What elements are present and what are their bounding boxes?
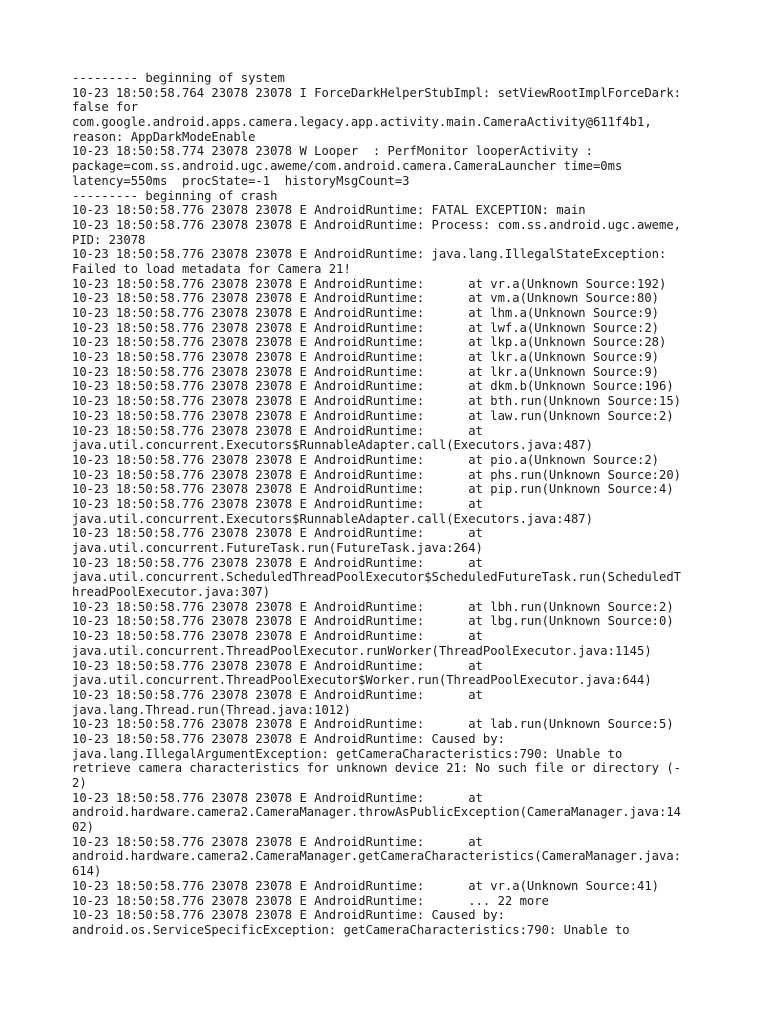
log-line: retrieve camera characteristics for unknown device 21: No such file or directory (- [72,761,682,776]
log-line: 10-23 18:50:58.774 23078 23078 W Looper : PerfMonitor looperActivity : [72,144,593,159]
log-line: java.util.concurrent.Executors$RunnableAdapter.call(Executors.java:487) [72,438,593,453]
log-line: 10-23 18:50:58.776 23078 23078 E AndroidRuntime: at bth.run(Unknown Source:15) [72,394,682,409]
log-line: 10-23 18:50:58.776 23078 23078 E AndroidRuntime: Caused by: [72,908,505,923]
log-line: 10-23 18:50:58.776 23078 23078 E AndroidRuntime: at pio.a(Unknown Source:2) [72,452,659,467]
log-line: 10-23 18:50:58.776 23078 23078 E AndroidRuntime: java.lang.IllegalStateException: [72,247,667,262]
log-line: 10-23 18:50:58.776 23078 23078 E AndroidRuntime: at vr.a(Unknown Source:41) [72,878,659,893]
log-line: 02) [72,820,95,835]
log-line: android.os.ServiceSpecificException: getCameraCharacteristics:790: Unable to [72,922,630,937]
log-line: 10-23 18:50:58.776 23078 23078 E AndroidRuntime: FATAL EXCEPTION: main [72,203,586,218]
log-line: 10-23 18:50:58.776 23078 23078 E AndroidRuntime: at vr.a(Unknown Source:192) [72,276,667,291]
log-line: 10-23 18:50:58.776 23078 23078 E AndroidRuntime: at [72,658,483,673]
log-line: latency=550ms procState=-1 historyMsgCount=3 [72,173,410,188]
log-line: java.util.concurrent.ThreadPoolExecutor.runWorker(ThreadPoolExecutor.java:1145) [72,643,652,658]
log-line: 10-23 18:50:58.776 23078 23078 E AndroidRuntime: at [72,496,483,511]
log-line: 614) [72,864,102,879]
log-line: PID: 23078 [72,232,146,247]
log-line: 10-23 18:50:58.776 23078 23078 E AndroidRuntime: at [72,790,483,805]
log-line: 10-23 18:50:58.776 23078 23078 E AndroidRuntime: at [72,526,483,541]
log-line: 10-23 18:50:58.776 23078 23078 E AndroidRuntime: at lab.run(Unknown Source:5) [72,717,674,732]
log-line: android.hardware.camera2.CameraManager.throwAsPublicException(CameraManager.java:14 [72,805,682,820]
log-line: 10-23 18:50:58.776 23078 23078 E AndroidRuntime: at [72,423,483,438]
log-line: 10-23 18:50:58.776 23078 23078 E AndroidRuntime: at lhm.a(Unknown Source:9) [72,306,659,320]
log-line: 10-23 18:50:58.776 23078 23078 E AndroidRuntime: at pip.run(Unknown Source:4) [72,482,674,497]
log-line: java.util.concurrent.Executors$RunnableAdapter.call(Executors.java:487) [72,511,593,526]
log-line: 10-23 18:50:58.776 23078 23078 E AndroidRuntime: at lkr.a(Unknown Source:9) [72,350,659,365]
log-line: 10-23 18:50:58.776 23078 23078 E AndroidRuntime: at [72,629,483,644]
log-line: 10-23 18:50:58.776 23078 23078 E AndroidRuntime: at vm.a(Unknown Source:80) [72,291,659,306]
crash-log-text [72,71,702,938]
log-line: 10-23 18:50:58.776 23078 23078 E AndroidRuntime: at dkm.b(Unknown Source:196) [72,379,674,394]
log-line: false for [72,100,139,115]
log-line: 10-23 18:50:58.776 23078 23078 E AndroidRuntime: ... 22 more [72,893,549,908]
log-line: java.lang.Thread.run(Thread.java:1012) [72,702,351,717]
log-line: 10-23 18:50:58.776 23078 23078 E AndroidRuntime: Caused by: [72,731,505,746]
log-line: 10-23 18:50:58.776 23078 23078 E AndroidRuntime: at lbg.run(Unknown Source:0) [72,614,674,629]
log-line: 10-23 18:50:58.776 23078 23078 E AndroidRuntime: at [72,834,483,849]
log-line: 10-23 18:50:58.776 23078 23078 E AndroidRuntime: at [72,555,483,570]
log-line: 10-23 18:50:58.776 23078 23078 E AndroidRuntime: at lbh.run(Unknown Source:2) [72,599,674,614]
log-line: 10-23 18:50:58.776 23078 23078 E AndroidRuntime: at phs.run(Unknown Source:20) [72,467,682,482]
log-line: java.util.concurrent.ScheduledThreadPoolExecutor$ScheduledFutureTask.run(ScheduledT [72,570,682,585]
log-line: java.util.concurrent.FutureTask.run(FutureTask.java:264) [72,541,483,555]
log-line: --------- beginning of system [72,71,285,85]
log-line: Failed to load metadata for Camera 21! [72,261,351,276]
log-line: java.lang.IllegalArgumentException: getCameraCharacteristics:790: Unable to [72,746,623,761]
log-line: 10-23 18:50:58.776 23078 23078 E AndroidRuntime: at lkr.a(Unknown Source:9) [72,364,659,379]
log-line: --------- beginning of crash [72,188,278,203]
log-line: 10-23 18:50:58.776 23078 23078 E AndroidRuntime: at law.run(Unknown Source:2) [72,408,674,423]
log-line: com.google.android.apps.camera.legacy.app.activity.main.CameraActivity@611f4b1, [72,115,652,130]
log-line: hreadPoolExecutor.java:307) [72,585,271,600]
log-line: package=com.ss.android.ugc.aweme/com.android.camera.CameraLauncher time=0ms [72,159,623,174]
log-line: 10-23 18:50:58.776 23078 23078 E AndroidRuntime: Process: com.ss.android.ugc.aweme, [72,217,682,232]
log-line: 10-23 18:50:58.764 23078 23078 I ForceDarkHelperStubImpl: setViewRootImplForceDark: [72,85,682,100]
log-line: reason: AppDarkModeEnable [72,129,256,144]
log-line: 10-23 18:50:58.776 23078 23078 E AndroidRuntime: at lwf.a(Unknown Source:2) [72,320,659,335]
log-line: 2) [72,776,87,790]
log-line: java.util.concurrent.ThreadPoolExecutor$Worker.run(ThreadPoolExecutor.java:644) [72,673,652,688]
log-line: android.hardware.camera2.CameraManager.getCameraCharacteristics(CameraManager.java: [72,849,682,864]
log-line: 10-23 18:50:58.776 23078 23078 E AndroidRuntime: at [72,687,483,702]
log-line: 10-23 18:50:58.776 23078 23078 E AndroidRuntime: at lkp.a(Unknown Source:28) [72,335,667,350]
